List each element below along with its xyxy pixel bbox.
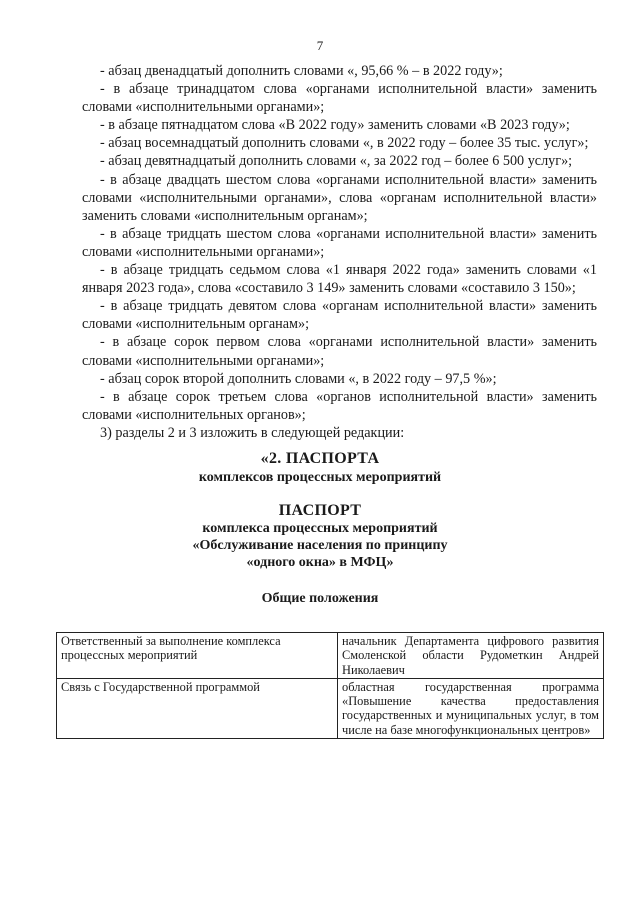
paragraph: - абзац восемнадцатый дополнить словами «, в 2022 году – более 35 тыс. услуг»; [100, 135, 589, 152]
table-cell-value: начальник Департамента цифрового развития Смоленской области Рудометкин Андрей Николаевич [338, 633, 604, 679]
general-provisions-table [56, 632, 604, 739]
complex-name-line-1: «Обслуживание населения по принципу [192, 538, 448, 553]
paragraph: - в абзаце тридцать шестом слова «органами исполнительной власти» заменить словами «исполнительными органами»; [82, 225, 597, 260]
paragraph: - абзац двенадцатый дополнить словами «, 95,66 % – в 2022 году»; [100, 63, 503, 79]
table-row [57, 678, 604, 738]
paragraph: - в абзаце тридцать девятом слова «органам исполнительной власти» заменить словами «исполнительным органам»; [82, 298, 597, 333]
table-cell-label: Ответственный за выполнение комплекса процессных мероприятий [57, 633, 338, 679]
paragraph: - в абзаце пятнадцатом слова «В 2022 году» заменить словами «В 2023 году»; [100, 117, 570, 134]
general-provisions-heading: Общие положения [261, 591, 379, 606]
passport-subtitle: комплекса процессных мероприятий [202, 521, 438, 536]
page-number: 7 [316, 38, 324, 53]
amendments-text [82, 62, 597, 442]
paragraph: - в абзаце сорок третьем слова «органов исполнительной власти» заменить словами «исполнительных органов»; [82, 388, 597, 423]
paragraph: - абзац сорок второй дополнить словами «, в 2022 году – 97,5 %»; [100, 370, 497, 387]
section-heading: «2. ПАСПОРТА [260, 450, 380, 467]
complex-name-line-2: «одного окна» в МФЦ» [246, 555, 394, 570]
paragraph: - в абзаце двадцать шестом слова «органами исполнительной власти» заменить словами «исполнительными органами», слова «органам исполнительной власти» заменить словами «исполнительным органам»; [82, 171, 597, 224]
table-cell-label: Связь с Государственной программой [57, 678, 338, 738]
passport-title: ПАСПОРТ [278, 502, 362, 519]
section-subheading: комплексов процессных мероприятий [198, 470, 442, 485]
paragraph: - в абзаце тринадцатом слова «органами исполнительной власти» заменить словами «исполнительными органами»; [82, 81, 597, 116]
table-row [57, 633, 604, 679]
paragraph: - в абзаце сорок первом слова «органами исполнительной власти» заменить словами «исполнительными органами»; [82, 334, 597, 369]
paragraph: - в абзаце тридцать седьмом слова «1 января 2022 года» заменить словами «1 января 2023 года», слова «составило 3 149» заменить словами «составило 3 150»; [82, 262, 597, 297]
table-cell-value: областная государственная программа «Повышение качества предоставления государственных и муниципальных услуг, в том числе на базе многофункциональных центров» [338, 678, 604, 738]
paragraph: 3) разделы 2 и 3 изложить в следующей редакции: [100, 424, 405, 441]
paragraph: - абзац девятнадцатый дополнить словами «, за 2022 год – более 6 500 услуг»; [100, 153, 573, 170]
